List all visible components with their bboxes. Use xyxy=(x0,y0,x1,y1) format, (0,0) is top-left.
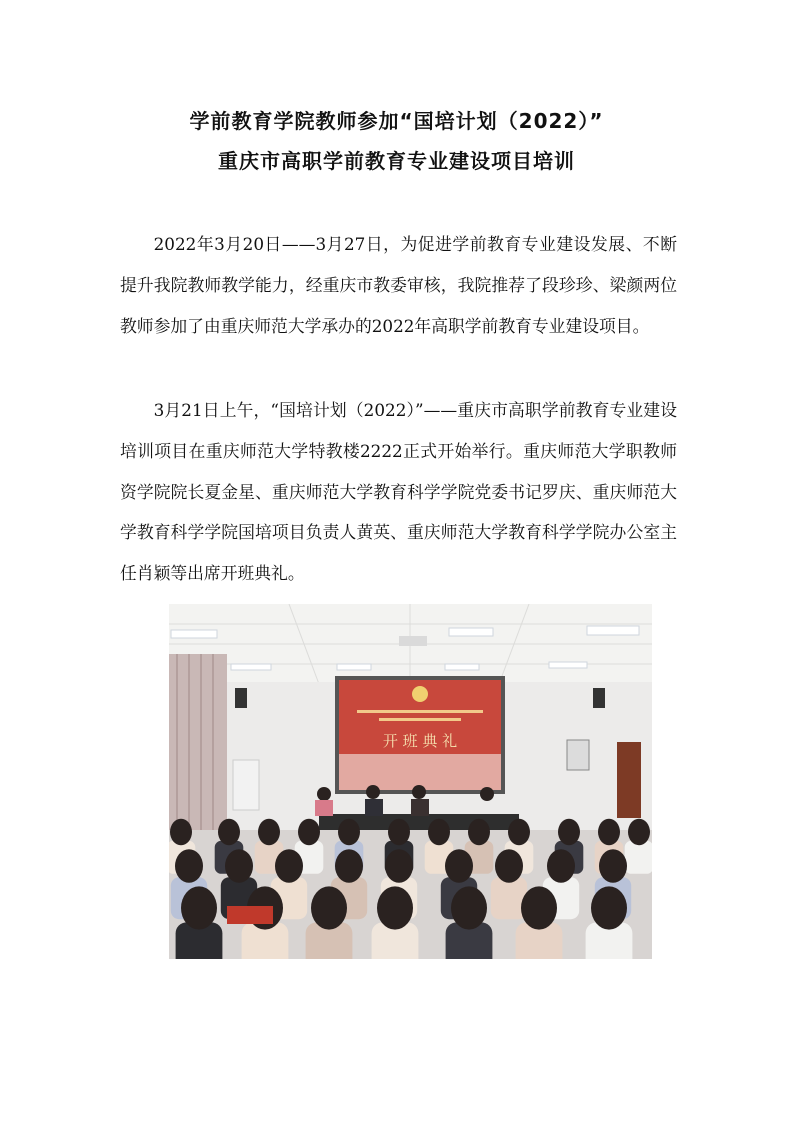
body-paragraph-2: 3月21日上午，“国培计划（2022）”——重庆市高职学前教育专业建设培训项目在重庆师范大学特教楼2222正式开始举行。重庆师范大学职教师资学院院长夏金星、重庆师范大学教育科学学院党委书记罗庆、重庆师范大学教育科学学院国培项目负责人黄英、重庆师范大学教育科学学院办公室主任肖颖等出席开班典礼。 xyxy=(120,400,677,584)
document-title-line1: 学前教育学院教师参加“国培计划（2022）” xyxy=(189,109,604,133)
opening-ceremony-photo xyxy=(169,604,652,959)
document-title-line2: 重庆市高职学前教育专业建设项目培训 xyxy=(218,149,575,173)
body-paragraph-1: 2022年3月20日——3月27日，为促进学前教育专业建设发展、不断提升我院教师教学能力，经重庆市教委审核，我院推荐了段珍珍、梁颜两位教师参加了由重庆师范大学承办的2022年高职学前教育专业建设项目。 xyxy=(120,234,677,336)
screen-title: 开 班 典 礼 xyxy=(382,732,458,750)
